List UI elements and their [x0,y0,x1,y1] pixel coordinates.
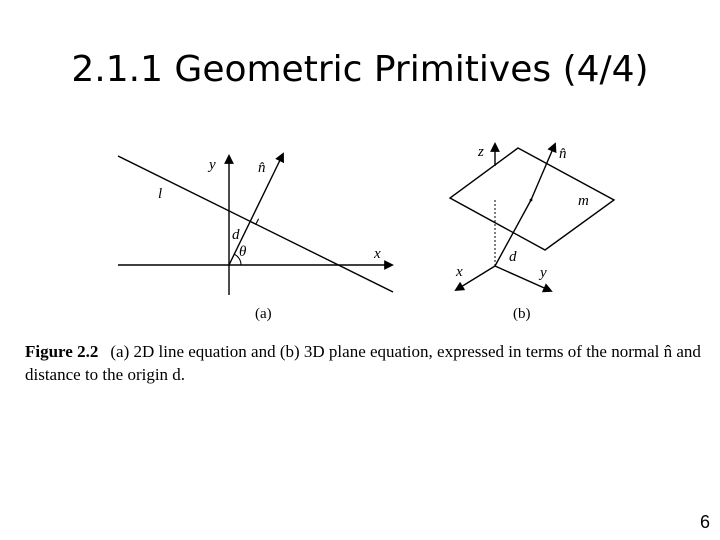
panel-a-line-label: l [158,186,163,202]
panel-b-foot-point [530,199,533,202]
figure-diagram [0,130,720,330]
figure-caption-text: (a) 2D line equation and (b) 3D plane equation, expressed in terms of the normal n̂ and distance to the origin d. [25,342,701,384]
figure-caption-label: Figure 2.2 [25,342,99,361]
panel-b [450,144,614,322]
slide-title: 2.1.1 Geometric Primitives (4/4) [71,49,649,90]
panel-a [118,154,393,322]
panel-a-angle-label: θ [239,244,247,260]
panel-b-y-label: y [540,265,547,281]
panel-a-distance-label: d [232,227,240,243]
panel-a-sublabel: (a) [255,306,272,322]
panel-a-y-label: y [209,157,216,173]
figure-caption [25,340,715,386]
panel-a-normal-label: n̂ [258,160,266,176]
panel-b-sublabel: (b) [513,306,531,322]
panel-a-normal-vector [229,154,283,265]
panel-b-normal-label: n̂ [559,146,567,162]
panel-b-z-label: z [478,144,484,160]
panel-b-distance-label: d [509,249,517,265]
panel-b-x-label: x [456,264,463,280]
slide-page-number: 6 [699,512,710,532]
panel-a-x-label: x [374,246,381,262]
panel-b-plane-label: m [578,193,589,209]
panel-b-normal-vector [531,144,555,200]
